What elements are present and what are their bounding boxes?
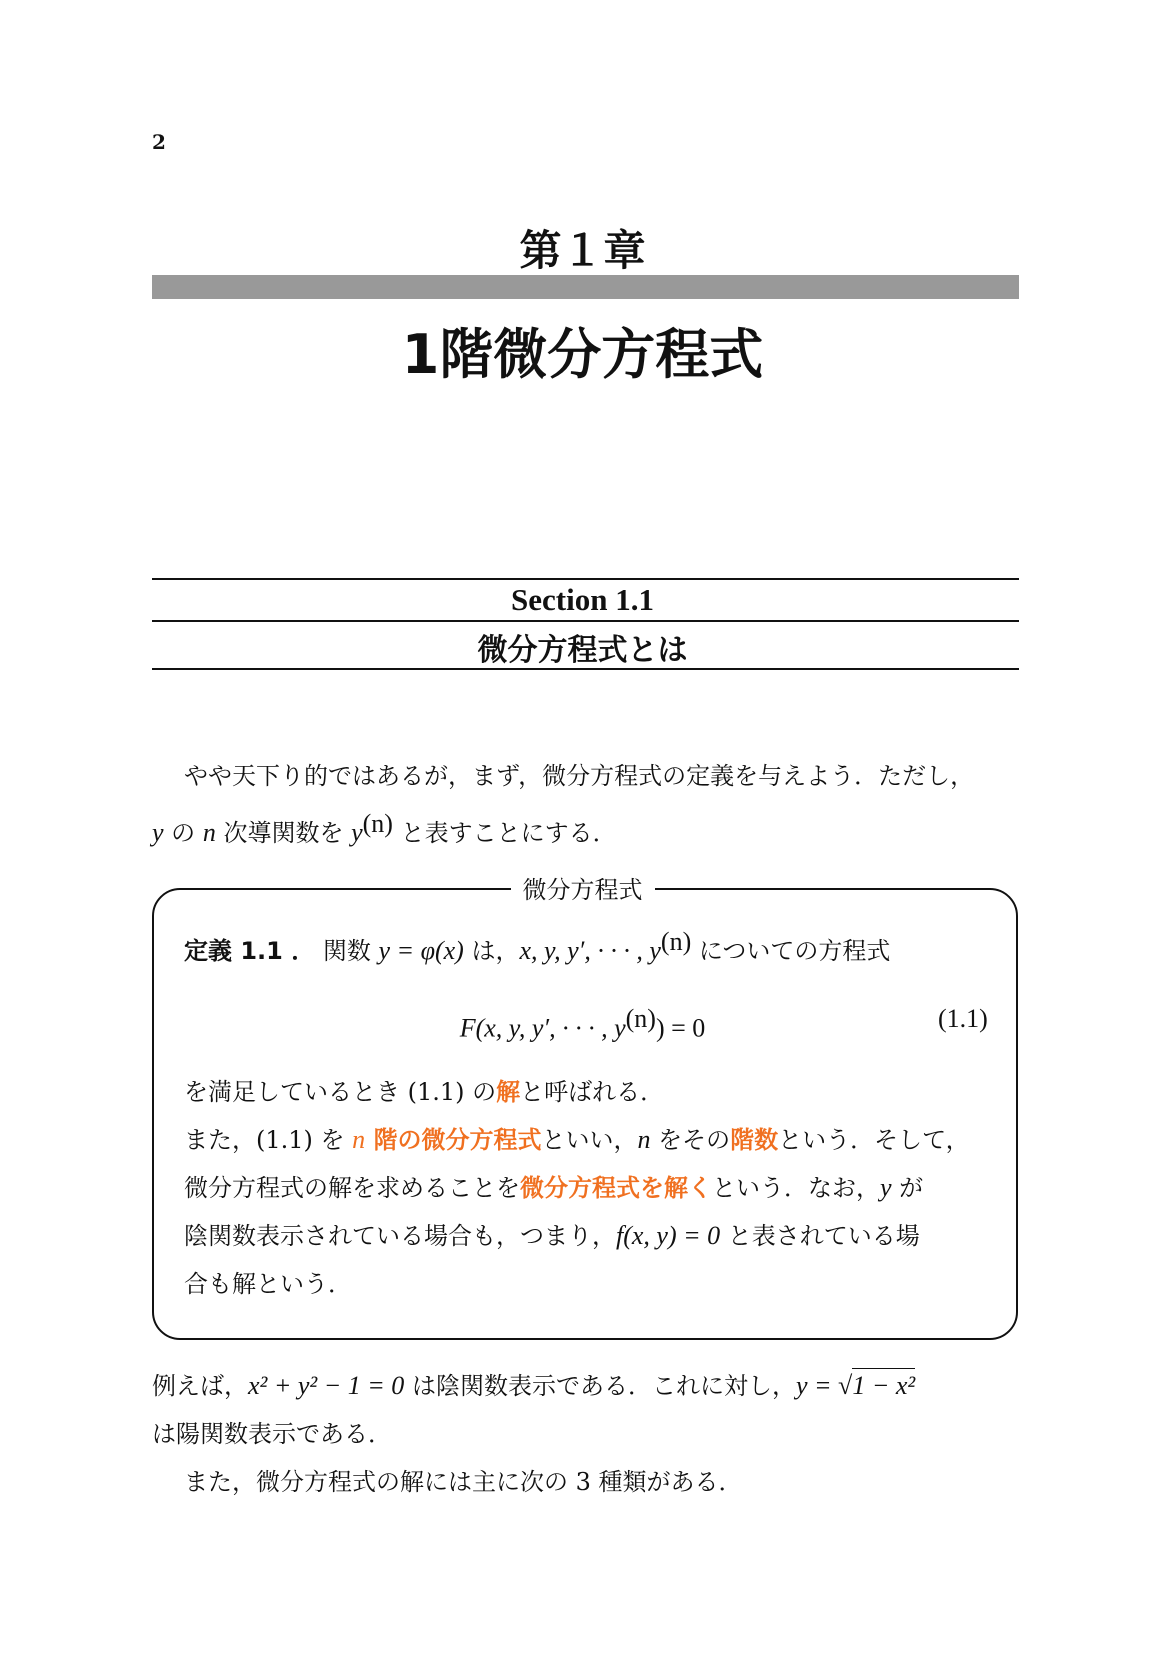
math-n: n (637, 1125, 651, 1154)
highlight-term: 解 (496, 1078, 521, 1106)
text: といい， (541, 1126, 638, 1154)
example-line-1 (152, 1362, 1022, 1410)
math-superscript: (n) (362, 809, 393, 838)
page-number: 2 (152, 130, 166, 154)
section-rule-top (152, 578, 1019, 580)
math-function: y = φ(x) (378, 936, 464, 965)
sqrt-radicand: 1 − x² (852, 1368, 915, 1400)
math-implicit: f(x, y) = 0 (616, 1221, 721, 1250)
definition-line-5 (184, 1212, 1004, 1260)
definition-box-title-text: 微分方程式 (511, 876, 655, 904)
text: 次導関数を (215, 819, 352, 847)
equation-superscript: (n) (625, 1004, 656, 1033)
definition-line-1 (184, 918, 1004, 975)
equation-1-1 (0, 1004, 1165, 1044)
text: と呼ばれる． (520, 1078, 665, 1106)
definition-line-3 (184, 1116, 1004, 1164)
text: 例えば， (152, 1372, 248, 1400)
text: と表されている場 (720, 1222, 920, 1250)
example-line-2: は陽関数表示である． (152, 1420, 392, 1448)
text: は， (463, 937, 520, 965)
equation-tail: ) = 0 (655, 1013, 706, 1043)
section-rule-middle (152, 620, 1019, 622)
definition-line-4 (184, 1164, 1004, 1212)
math-y: y (880, 1173, 892, 1202)
text: は陰関数表示である．これに対し， (404, 1372, 796, 1400)
text: が (891, 1174, 924, 1202)
section-title: 微分方程式とは (477, 633, 688, 668)
math-variables: x, y, y′, · · · , y (519, 936, 661, 965)
chapter-title: 1階微分方程式 (401, 323, 764, 386)
math-superscript: (n) (660, 927, 692, 956)
definition-line-6: 合も解という． (184, 1270, 352, 1298)
text: また，(1.1) を (184, 1126, 353, 1154)
highlight-term: 階数 (730, 1126, 779, 1154)
text: という．なお， (712, 1174, 880, 1202)
chapter-label: 第１章 (519, 226, 646, 275)
example-line-3: また，微分方程式の解には主に次の 3 種類がある． (184, 1468, 743, 1496)
text: 陰関数表示されている場合も，つまり， (184, 1222, 616, 1250)
text: を満足しているとき (1.1) の (184, 1078, 497, 1106)
intro-line-2 (152, 800, 1022, 857)
highlight-math-n: n (352, 1125, 366, 1154)
text: の (163, 819, 203, 847)
highlight-term: 階の微分方程式 (365, 1126, 542, 1154)
section-number: Section 1.1 (511, 582, 654, 617)
text: をその (650, 1126, 731, 1154)
math-explicit-example: y = (795, 1371, 839, 1400)
math-implicit-example: x² + y² − 1 = 0 (248, 1371, 405, 1400)
sqrt-sign: √ (838, 1371, 853, 1400)
equation-main: F(x, y, y′, · · · , y (459, 1013, 626, 1043)
text: についての方程式 (691, 937, 891, 965)
chapter-divider-bar (152, 275, 1019, 299)
text: 微分方程式の解を求めることを (184, 1174, 520, 1202)
text: という．そして， (778, 1126, 970, 1154)
highlight-term: 微分方程式を解く (520, 1174, 712, 1202)
text: と表すことにする． (392, 819, 617, 847)
equation-number: (1.1) (938, 1004, 988, 1033)
text: 関数 (322, 937, 379, 965)
definition-box-title (0, 870, 1165, 905)
math-y: y (152, 818, 164, 847)
intro-line-1: やや天下り的ではあるが，まず，微分方程式の定義を与えよう．ただし， (184, 762, 975, 790)
definition-label: 定義 1.1 ． (184, 937, 316, 965)
definition-line-2 (184, 1068, 1004, 1116)
math-y-n: y (351, 818, 363, 847)
section-rule-bottom (152, 668, 1019, 670)
math-n: n (202, 818, 216, 847)
